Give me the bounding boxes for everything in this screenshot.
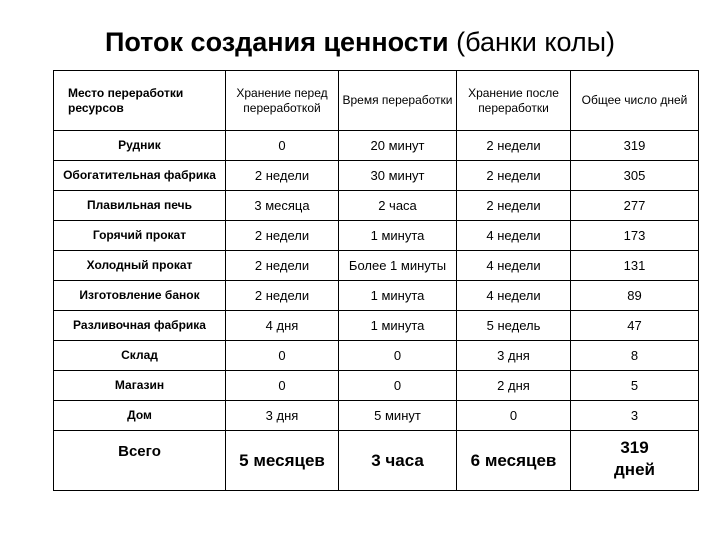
cell-total-days: 5	[571, 371, 699, 401]
cell-storage-after: 2 недели	[457, 161, 571, 191]
cell-processing-time: 0	[339, 341, 457, 371]
value-stream-table	[53, 70, 699, 491]
cell-location: Обогатительная фабрика	[54, 161, 226, 191]
page-title	[0, 26, 720, 58]
cell-total-days: 305	[571, 161, 699, 191]
table-row	[54, 191, 699, 221]
cell-storage-after: 4 недели	[457, 281, 571, 311]
cell-storage-before: 0	[226, 131, 339, 161]
cell-location: Склад	[54, 341, 226, 371]
title-bold: Поток создания ценности	[104, 27, 449, 57]
header-storage-before: Хранение перед переработкой	[226, 71, 339, 131]
total-row	[54, 431, 699, 491]
cell-total-days: 47	[571, 311, 699, 341]
cell-storage-after: 3 дня	[457, 341, 571, 371]
cell-storage-before: 2 недели	[226, 161, 339, 191]
cell-storage-before: 2 недели	[226, 251, 339, 281]
cell-total-days: 3	[571, 401, 699, 431]
table-row	[54, 131, 699, 161]
total-days-value: 319	[620, 438, 649, 457]
total-processing-time: 3 часа	[339, 431, 457, 491]
cell-location: Плавильная печь	[54, 191, 226, 221]
table-row	[54, 401, 699, 431]
table-row	[54, 341, 699, 371]
header-total-days: Общее число дней	[571, 71, 699, 131]
cell-storage-after: 4 недели	[457, 251, 571, 281]
table-row	[54, 221, 699, 251]
cell-storage-before: 0	[226, 371, 339, 401]
table-row	[54, 311, 699, 341]
table-row	[54, 251, 699, 281]
cell-storage-before: 4 дня	[226, 311, 339, 341]
table-row	[54, 281, 699, 311]
cell-storage-before: 0	[226, 341, 339, 371]
cell-total-days: 8	[571, 341, 699, 371]
cell-location: Изготовление банок	[54, 281, 226, 311]
cell-storage-before: 2 недели	[226, 281, 339, 311]
total-label: Всего	[54, 431, 226, 491]
cell-total-days: 131	[571, 251, 699, 281]
header-processing-time: Время переработки	[339, 71, 457, 131]
total-storage-before: 5 месяцев	[226, 431, 339, 491]
cell-storage-after: 2 недели	[457, 191, 571, 221]
total-days	[571, 431, 699, 491]
cell-processing-time: 2 часа	[339, 191, 457, 221]
table-row	[54, 371, 699, 401]
cell-processing-time: 5 минут	[339, 401, 457, 431]
cell-storage-before: 3 месяца	[226, 191, 339, 221]
table-row	[54, 161, 699, 191]
cell-storage-after: 2 недели	[457, 131, 571, 161]
header-location: Место переработки ресурсов	[54, 71, 226, 131]
cell-location: Магазин	[54, 371, 226, 401]
cell-processing-time: 1 минута	[339, 221, 457, 251]
cell-total-days: 277	[571, 191, 699, 221]
cell-location: Дом	[54, 401, 226, 431]
total-storage-after: 6 месяцев	[457, 431, 571, 491]
header-row	[54, 71, 699, 131]
title-subtitle: (банки колы)	[456, 27, 616, 57]
cell-storage-before: 3 дня	[226, 401, 339, 431]
cell-total-days: 173	[571, 221, 699, 251]
cell-total-days: 319	[571, 131, 699, 161]
cell-processing-time: 0	[339, 371, 457, 401]
cell-location: Разливочная фабрика	[54, 311, 226, 341]
cell-processing-time: 1 минута	[339, 281, 457, 311]
cell-location: Горячий прокат	[54, 221, 226, 251]
cell-storage-after: 2 дня	[457, 371, 571, 401]
cell-storage-after: 5 недель	[457, 311, 571, 341]
cell-location: Холодный прокат	[54, 251, 226, 281]
cell-processing-time: 30 минут	[339, 161, 457, 191]
cell-processing-time: 20 минут	[339, 131, 457, 161]
cell-processing-time: 1 минута	[339, 311, 457, 341]
cell-processing-time: Более 1 минуты	[339, 251, 457, 281]
total-days-unit: дней	[614, 460, 655, 479]
cell-location: Рудник	[54, 131, 226, 161]
cell-storage-before: 2 недели	[226, 221, 339, 251]
cell-total-days: 89	[571, 281, 699, 311]
cell-storage-after: 0	[457, 401, 571, 431]
cell-storage-after: 4 недели	[457, 221, 571, 251]
header-storage-after: Хранение после переработки	[457, 71, 571, 131]
